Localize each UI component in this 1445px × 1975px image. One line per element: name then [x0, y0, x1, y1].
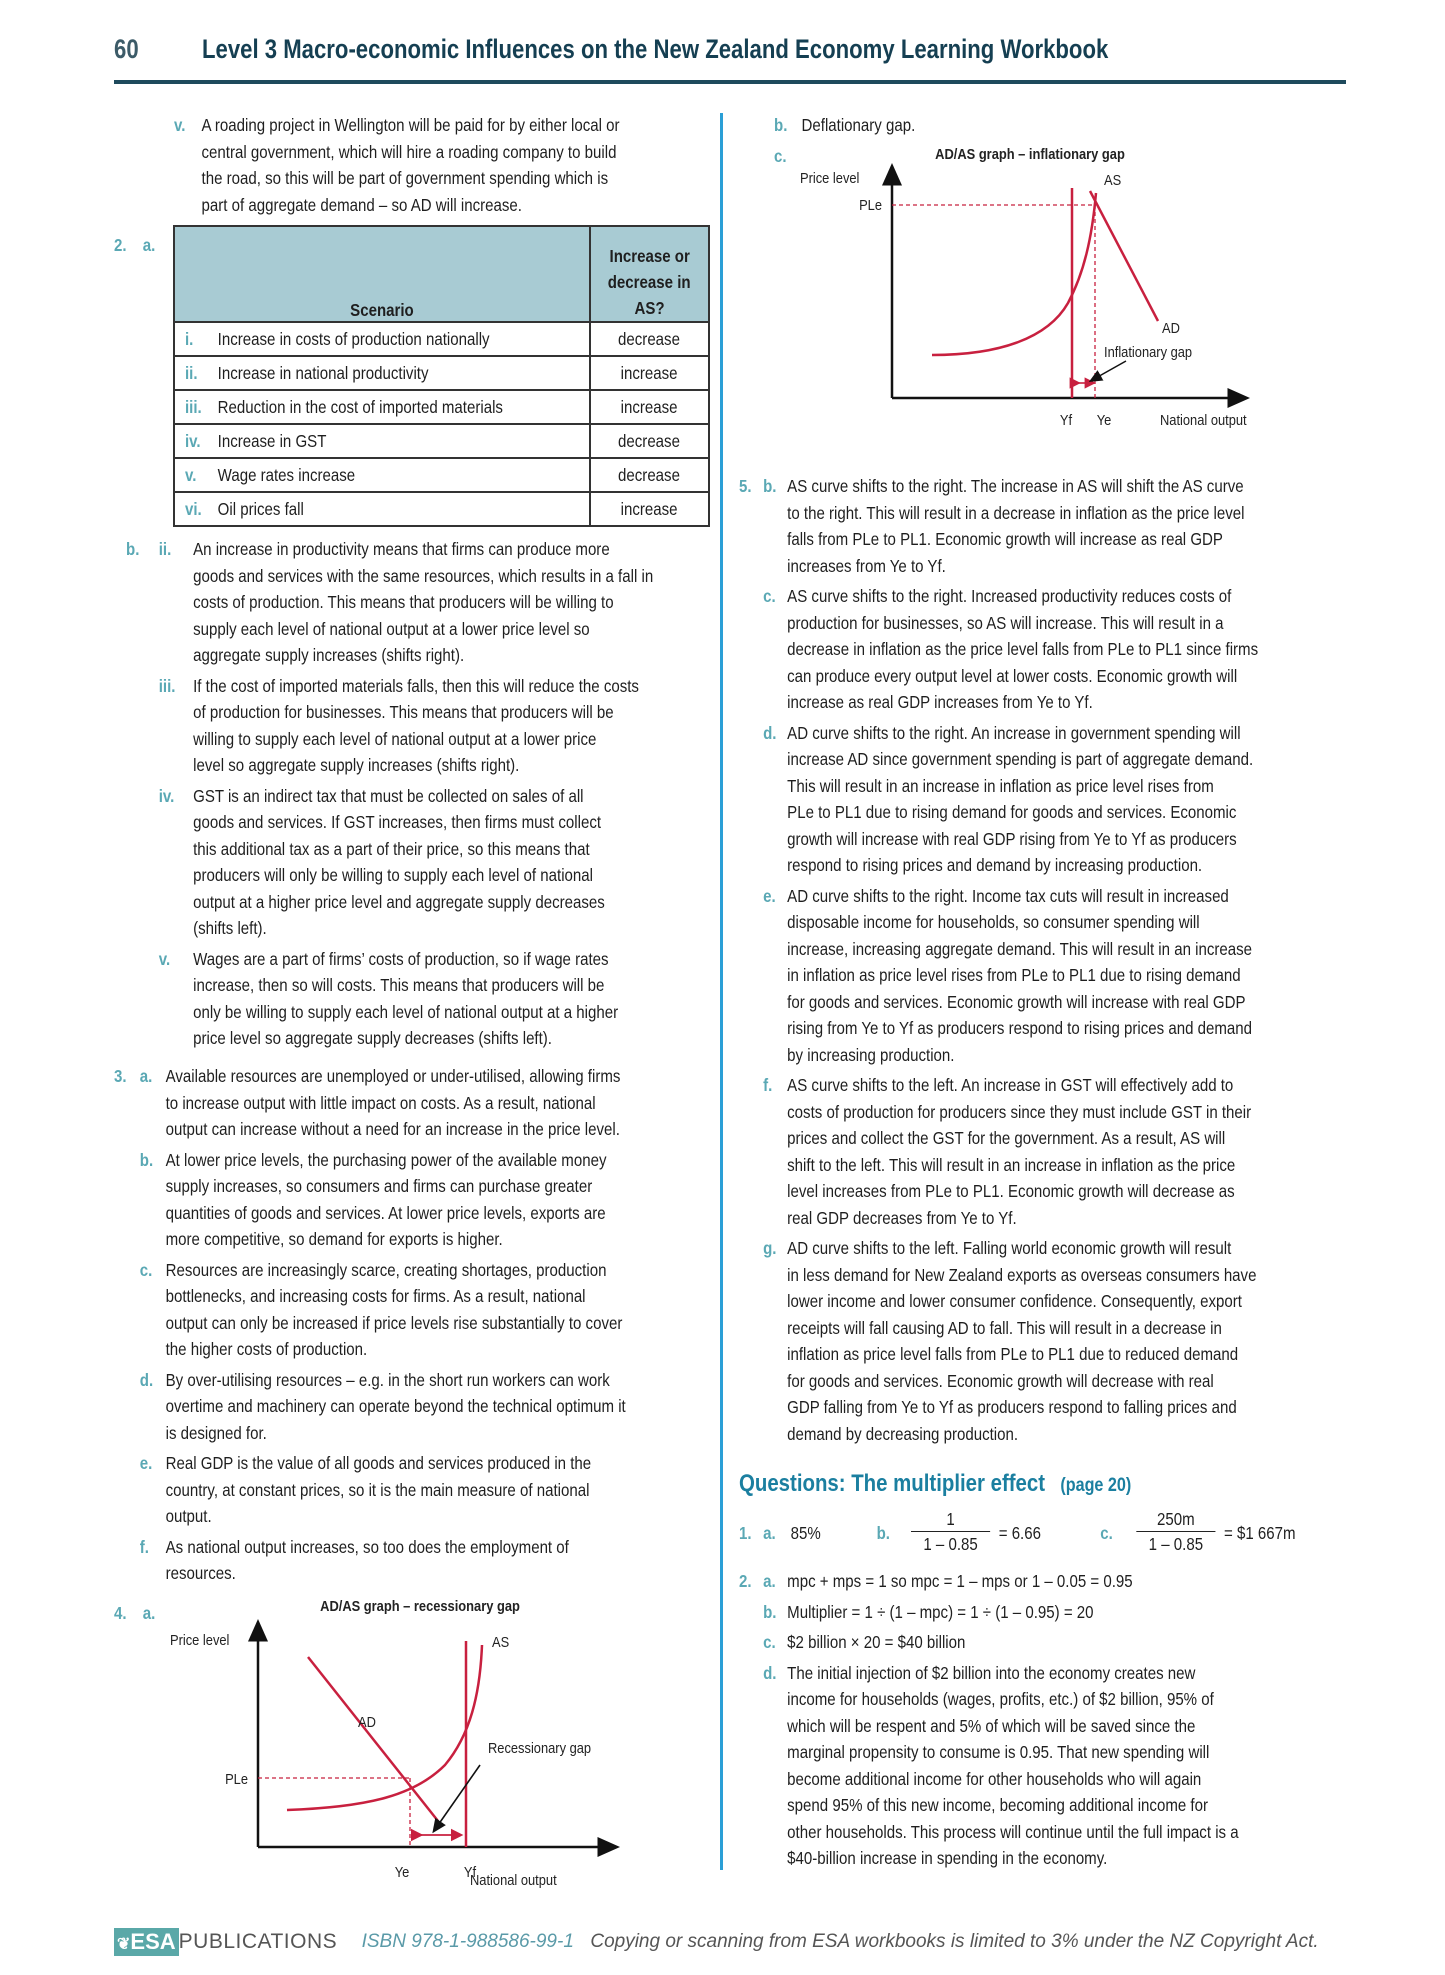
x-axis-label: National output	[470, 1871, 557, 1889]
item-label: b.	[774, 115, 788, 135]
item-label: iii.	[158, 675, 176, 696]
text-line: AS curve shifts to the left. An increase in GST will effectively add to	[787, 1075, 1234, 1095]
answer-item	[739, 1599, 1307, 1626]
item-label: a.	[763, 1523, 776, 1543]
chart-title: AD/AS graph – recessionary gap	[320, 1597, 520, 1615]
item-label: iv.	[158, 785, 175, 806]
item-label: d.	[139, 1369, 154, 1390]
text-line: Real GDP is the value of all goods and services produced in the	[165, 1453, 592, 1473]
change-cell	[590, 492, 709, 526]
chart-recessionary-gap	[170, 1595, 670, 1895]
answer-item	[739, 720, 1307, 879]
answer-item	[114, 673, 673, 779]
text-line: only be willing to supply each level of national output at a higher	[193, 1001, 619, 1022]
text-line: costs of production. This means that producers will be willing to	[193, 592, 614, 612]
item-label: b.	[876, 1523, 890, 1543]
change-value: decrease	[618, 464, 681, 485]
text-line: can produce every output level at lower costs. Economic growth will	[787, 665, 1238, 686]
answer-item	[114, 1367, 673, 1447]
fraction: $\frac{250m}{1 - 0.85}$	[1136, 1507, 1215, 1556]
text-line: marginal propensity to consume is 0.95. That new spending will	[787, 1742, 1210, 1762]
text-line: supply increases, so consumers and firms can purchase greater	[165, 1176, 593, 1196]
text-line: resources.	[165, 1563, 236, 1583]
change-cell	[590, 424, 709, 458]
text-line: willing to supply each level of national output at a lower price	[193, 728, 597, 749]
item-label: a.	[763, 1571, 776, 1591]
change-value: increase	[620, 362, 678, 383]
text-line: supply each level of national output at a lower price level so	[193, 618, 590, 639]
text-line: producers will only be willing to supply each level of national	[193, 865, 594, 885]
answer-3	[114, 1063, 673, 1587]
y-tick-label: PLe	[859, 196, 882, 214]
pointer-arrow	[436, 1765, 480, 1828]
item-label: g.	[763, 1238, 777, 1258]
text-line: more competitive, so demand for exports is higher.	[165, 1229, 503, 1249]
text-line: in less demand for New Zealand exports as overseas consumers have	[787, 1264, 1257, 1285]
scenario-cell	[174, 356, 590, 390]
text-line: An increase in productivity means that firms can produce more	[193, 539, 610, 559]
answer-item	[739, 473, 1307, 579]
text-line: disposable income for households, so consumer spending will	[787, 912, 1200, 932]
text-line: rising from Ye to Yf as producers respond to rising prices and demand	[787, 1018, 1253, 1038]
text-line: real GDP decreases from Ye to Yf.	[787, 1207, 1017, 1228]
text-line: spend 95% of this new income, becoming additional income for	[787, 1795, 1208, 1815]
text-line: to the right. This will result in a decrease in inflation as the price level	[787, 502, 1245, 523]
as-label: AS	[1104, 171, 1122, 189]
text-line: price level so aggregate supply decreases (shifts left).	[193, 1028, 552, 1048]
text-line: AD curve shifts to the left. Falling world economic growth will result	[787, 1238, 1232, 1258]
item-label: f.	[763, 1075, 773, 1095]
answer-item	[114, 1063, 673, 1143]
text-line: prices and collect the GST for the government. As a result, AS will	[787, 1128, 1226, 1148]
page-reference: (page 20)	[1060, 1475, 1132, 1496]
answer-item	[114, 1534, 673, 1587]
item-label: c.	[763, 586, 776, 606]
table-row	[174, 390, 709, 424]
text-line: Resources are increasingly scarce, creating shortages, production	[165, 1259, 607, 1280]
fraction: $\frac{1}{1 - 0.85}$	[911, 1507, 990, 1556]
text-line: A roading project in Wellington will be paid for by either local or	[201, 115, 620, 135]
book-title: Level 3 Macro-economic Influences on the New Zealand Economy Learning Workbook	[202, 34, 1109, 64]
text-line: respond to rising prices and demand by increasing production.	[787, 855, 1203, 875]
y-axis-label: Price level	[170, 1631, 230, 1649]
text-line: Available resources are unemployed or under-utilised, allowing firms	[165, 1066, 621, 1086]
text-line: inflation as price level falls from PLe to PL1 due to reduced demand	[787, 1344, 1239, 1364]
row-number: iii.	[185, 396, 202, 417]
question-number: 2.	[114, 235, 127, 255]
item-label: v.	[174, 115, 186, 135]
text-line: goods and services. If GST increases, then firms must collect	[193, 812, 602, 832]
text-line: $40-billion increase in spending in the economy.	[787, 1848, 1108, 1868]
text-line: of production for businesses. This means that producers will be	[193, 702, 614, 722]
esa-logo: ❦ESA	[114, 1928, 179, 1956]
text-line: goods and services with the same resources, which results in a fall in	[193, 565, 654, 586]
multiplier-q1	[739, 1503, 1379, 1563]
answer-item	[739, 1660, 1307, 1872]
question-number: 4.	[114, 1603, 127, 1623]
change-cell	[590, 458, 709, 492]
text-line: Multiplier = 1 ÷ (1 – mpc) = 1 ÷ (1 – 0.95) = 20	[787, 1601, 1094, 1622]
section-heading	[739, 1470, 1131, 1500]
text-line: is designed for.	[165, 1422, 267, 1443]
scenario-cell	[174, 322, 590, 356]
text-line: lower income and lower consumer confidence. Consequently, export	[787, 1291, 1242, 1311]
text-line: By over-utilising resources – e.g. in the short run workers can work	[165, 1369, 610, 1390]
text-line: growth will increase with real GDP rising from Ye to Yf as producers	[787, 828, 1237, 849]
answer-item	[739, 1568, 1307, 1595]
text-line: other households. This process will continue until the full impact is a	[787, 1821, 1239, 1842]
text-line: output.	[165, 1506, 212, 1526]
text-line: in inflation as price level rises from PLe to PL1 due to rising demand	[787, 965, 1241, 985]
scenario-cell	[174, 458, 590, 492]
answer-item	[114, 1147, 673, 1253]
text-line: output at a higher price level and aggregate supply decreases	[193, 891, 605, 912]
item-label: f.	[139, 1536, 150, 1557]
table-row	[174, 322, 709, 356]
x-tick-label: Ye	[394, 1863, 410, 1881]
item-label: d.	[763, 722, 777, 743]
text-line: income for households (wages, profits, etc.) of $2 billion, 95% of	[787, 1689, 1214, 1709]
text-line: $2 billion × 20 = $40 billion	[787, 1632, 966, 1652]
text-line: AS curve shifts to the right. The increase in AS will shift the AS curve	[787, 476, 1244, 496]
item-label: c.	[1100, 1523, 1113, 1543]
isbn: ISBN 978-1-988586-99-1	[361, 1931, 574, 1952]
answer-item	[739, 1235, 1307, 1447]
change-value: increase	[620, 498, 678, 519]
text-line: Wages are a part of firms’ costs of production, so if wage rates	[193, 948, 609, 969]
page-header	[114, 32, 1346, 87]
text-line: As national output increases, so too does the employment of	[165, 1536, 569, 1557]
text-line: the road, so this will be part of government spending which is	[201, 168, 609, 188]
table-row	[174, 492, 709, 526]
answer-item	[114, 536, 673, 669]
text-line: level so aggregate supply increases (shifts right).	[193, 755, 520, 775]
table-header-change: Increase or decrease in AS?	[590, 226, 709, 322]
text-line: AD curve shifts to the right. An increase in government spending will	[787, 722, 1241, 743]
row-number: i.	[185, 328, 194, 349]
text-line: increase, then so will costs. This means that producers will be	[193, 975, 605, 995]
answer-item	[114, 783, 673, 942]
text-line: become additional income for other households who will again	[787, 1768, 1202, 1789]
text-line: AS curve shifts to the right. Increased productivity reduces costs of	[787, 586, 1232, 606]
row-number: iv.	[185, 430, 201, 451]
gap-label: Inflationary gap	[1104, 343, 1193, 361]
item-label: ii.	[158, 539, 172, 559]
change-cell	[590, 390, 709, 424]
text-line: which will be respent and 5% of which will be saved since the	[787, 1715, 1196, 1736]
question-number: 2.	[739, 1571, 752, 1591]
item-label: a.	[142, 235, 156, 255]
change-value: increase	[620, 396, 678, 417]
answer-item	[114, 1450, 673, 1530]
publisher-name: PUBLICATIONS	[178, 1930, 338, 1953]
item-label: a.	[139, 1066, 153, 1086]
text-line: for goods and services. Economic growth will increase with real GDP	[787, 991, 1246, 1012]
text-line: overtime and machinery can operate beyond the technical optimum it	[165, 1396, 626, 1416]
text-line: shift to the left. This will result in an increase in inflation as the price	[787, 1154, 1236, 1175]
text-line: this additional tax as a part of their price, so this means that	[193, 838, 590, 859]
text-line: to increase output with little impact on costs. As a result, national	[165, 1092, 596, 1113]
pointer-arrow	[1094, 361, 1126, 379]
text-line: If the cost of imported materials falls, then this will reduce the costs	[193, 675, 639, 696]
scenario-cell	[174, 492, 590, 526]
answer-2b	[114, 536, 673, 1052]
answer-value: = $1 667m	[1224, 1523, 1296, 1543]
answer-value: = 6.66	[998, 1523, 1041, 1543]
text-line: receipts will fall causing AD to fall. This will result in a decrease in	[787, 1317, 1222, 1338]
text-line: the higher costs of production.	[165, 1339, 368, 1359]
row-number: vi.	[185, 498, 202, 519]
text-line: for goods and services. Economic growth will decrease with real	[787, 1370, 1214, 1391]
table-row	[174, 424, 709, 458]
answer-item	[739, 583, 1307, 716]
answer-1v	[174, 112, 733, 218]
change-cell	[590, 356, 709, 390]
answer-item	[114, 1257, 673, 1363]
copyright-notice: Copying or scanning from ESA workbooks is limited to 3% under the NZ Copyright Act.	[590, 1931, 1319, 1952]
text-line: decrease in inflation as the price level falls from PLe to PL1 since firms	[787, 639, 1259, 659]
scenario-text: Increase in costs of production nationally	[217, 328, 490, 349]
text-line: GDP falling from Ye to Yf as producers respond to falling prices and	[787, 1397, 1237, 1417]
text-line: country, at constant prices, so it is the main measure of national	[165, 1479, 590, 1500]
scenario-text: Increase in national productivity	[217, 362, 429, 383]
question-number: 1.	[739, 1523, 752, 1543]
x-tick-label: Yf	[1059, 411, 1073, 429]
leaf-icon: ❦	[117, 1936, 131, 1953]
chart-inflationary-gap	[800, 143, 1300, 438]
text-line: increase AD since government spending is part of aggregate demand.	[787, 749, 1254, 769]
chart-title: AD/AS graph – inflationary gap	[935, 145, 1125, 163]
text-line: output can only be increased if price levels rise substantially to cover	[165, 1312, 623, 1333]
multiplier-q2	[739, 1568, 1307, 1872]
answer-item	[739, 1072, 1307, 1231]
scenario-cell	[174, 390, 590, 424]
scenario-text: Oil prices fall	[217, 498, 304, 519]
text-line: output can increase without a need for an increase in the price level.	[165, 1119, 620, 1139]
header-rule	[114, 80, 1346, 84]
text-line: quantities of goods and services. At lower price levels, exports are	[165, 1202, 606, 1223]
text-line: by increasing production.	[787, 1044, 955, 1065]
ad-label: AD	[1162, 319, 1180, 337]
y-tick-label: PLe	[225, 1770, 248, 1788]
as-curve	[287, 1645, 482, 1810]
answer-item	[739, 1629, 1307, 1656]
question-number: 3.	[114, 1066, 127, 1086]
section-title: Questions: The multiplier effect	[739, 1470, 1046, 1497]
text-line: increase, increasing aggregate demand. This will result in an increase	[787, 938, 1253, 959]
text-line: production for businesses, so AS will increase. This will result in a	[787, 612, 1224, 633]
ad-line	[1090, 191, 1158, 321]
x-axis-label: National output	[1160, 411, 1247, 429]
change-cell	[590, 322, 709, 356]
scenario-table	[173, 225, 710, 527]
text-line: level increases from PLe to PL1. Economic growth will decrease as	[787, 1181, 1235, 1201]
ad-line	[308, 1657, 438, 1821]
text-line: mpc + mps = 1 so mpc = 1 – mps or 1 – 0.05 = 0.95	[787, 1571, 1133, 1591]
item-label: b.	[763, 476, 777, 496]
column-divider	[720, 113, 723, 1870]
answer-2a-label	[114, 232, 155, 259]
scenario-text: Reduction in the cost of imported materials	[217, 396, 503, 417]
item-label: c.	[774, 146, 787, 166]
text-line: AD curve shifts to the right. Income tax cuts will result in increased	[787, 885, 1229, 906]
x-tick-label: Yf	[463, 1863, 477, 1881]
y-axis-label: Price level	[800, 169, 860, 187]
row-number: v.	[185, 464, 197, 485]
item-label: a.	[142, 1603, 156, 1623]
text-line: At lower price levels, the purchasing power of the available money	[165, 1149, 607, 1170]
page-footer	[114, 1928, 1319, 1958]
page-number: 60	[114, 34, 139, 64]
text-line: PLe to PL1 due to rising demand for goods and services. Economic	[787, 802, 1237, 822]
question-number: 5.	[739, 476, 752, 496]
as-label: AS	[492, 1633, 510, 1651]
text-line: (shifts left).	[193, 918, 267, 938]
scenario-text: Wage rates increase	[217, 464, 356, 485]
change-value: decrease	[618, 430, 681, 451]
multiplier-q1-row	[739, 1503, 1375, 1563]
item-label: b.	[139, 1149, 154, 1170]
row-number: ii.	[185, 362, 198, 383]
text-line: demand by decreasing production.	[787, 1423, 1019, 1444]
text-line: costs of production for producers since they must include GST in their	[787, 1101, 1252, 1122]
x-tick-label: Ye	[1096, 411, 1112, 429]
change-value: decrease	[618, 328, 681, 349]
item-label: e.	[763, 885, 776, 906]
text-line: bottlenecks, and increasing costs for firms. As a result, national	[165, 1286, 586, 1306]
table-row	[174, 356, 709, 390]
text-line: falls from PLe to PL1. Economic growth will increase as real GDP	[787, 529, 1223, 549]
item-label: e.	[139, 1453, 153, 1473]
ad-label: AD	[358, 1713, 376, 1731]
table-row	[174, 458, 709, 492]
item-label: c.	[139, 1259, 153, 1280]
gap-label: Recessionary gap	[488, 1739, 592, 1757]
text-line: The initial injection of $2 billion into the economy creates new	[787, 1662, 1196, 1683]
answer-item	[739, 883, 1307, 1069]
answer-value: 85%	[790, 1523, 821, 1543]
text-line: aggregate supply increases (shifts right).	[193, 645, 465, 665]
text-line: central government, which will hire a roading company to build	[201, 141, 617, 162]
item-label: d.	[763, 1662, 777, 1683]
item-label: c.	[763, 1632, 776, 1652]
table-header-scenario: Scenario	[174, 226, 590, 322]
text-line: GST is an indirect tax that must be collected on sales of all	[193, 785, 584, 806]
text-line: increase as real GDP increases from Ye to Yf.	[787, 692, 1093, 712]
answer-text: Deflationary gap.	[801, 115, 916, 135]
answer-4a-label	[114, 1600, 155, 1627]
scenario-cell	[174, 424, 590, 458]
text-line: part of aggregate demand – so AD will increase.	[201, 194, 522, 215]
item-label: b.	[126, 539, 140, 559]
item-label: v.	[158, 948, 171, 969]
answer-5	[739, 473, 1307, 1447]
answer-item	[114, 946, 673, 1052]
item-label: b.	[763, 1601, 777, 1622]
answer-4c-label	[774, 143, 787, 170]
text-line: increases from Ye to Yf.	[787, 555, 946, 576]
answer-4b	[774, 112, 1256, 139]
scenario-text: Increase in GST	[217, 430, 327, 451]
text-line: This will result in an increase in inflation as price level rises from	[787, 775, 1214, 796]
